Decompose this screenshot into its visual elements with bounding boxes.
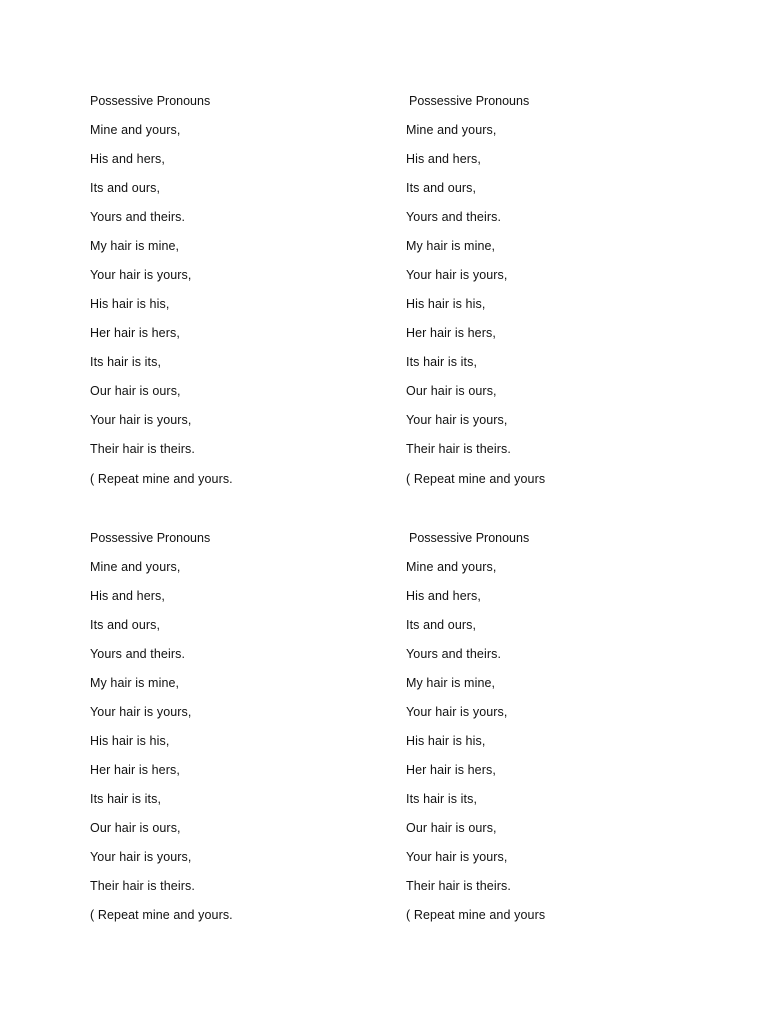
poem-line: Our hair is ours,	[406, 821, 497, 835]
poem-line-repeat: ( Repeat mine and yours	[406, 472, 546, 486]
poem-line: His hair is his,	[90, 297, 170, 311]
poem-line: Our hair is ours,	[406, 384, 497, 398]
poem-line: Its hair is its,	[406, 792, 478, 806]
poem-line: Our hair is ours,	[90, 384, 181, 398]
poem-line: Its hair is its,	[90, 355, 162, 369]
poem-line: His hair is his,	[406, 734, 486, 748]
poem-line: Your hair is yours,	[90, 268, 192, 282]
poem-line: Your hair is yours,	[90, 850, 192, 864]
poem-line: Its and ours,	[406, 618, 477, 632]
poem-line-repeat: ( Repeat mine and yours.	[90, 908, 233, 922]
poem-line: His and hers,	[90, 589, 165, 603]
poem-line: Yours and theirs.	[90, 210, 186, 224]
poem-line: Mine and yours,	[90, 560, 181, 574]
poem-line: Her hair is hers,	[406, 763, 496, 777]
poem-line: His hair is his,	[406, 297, 486, 311]
poem-line: His hair is his,	[90, 734, 170, 748]
poem-title: Possessive Pronouns	[409, 531, 530, 545]
poem-line: Your hair is yours,	[406, 850, 508, 864]
poem-line: His and hers,	[406, 589, 481, 603]
poem-block-top-right	[406, 87, 706, 494]
poem-line: My hair is mine,	[90, 239, 180, 253]
poem-line: His and hers,	[90, 152, 165, 166]
poem-title: Possessive Pronouns	[409, 94, 530, 108]
poem-block-top-left	[90, 87, 390, 494]
poem-line: His and hers,	[406, 152, 481, 166]
poem-line: Their hair is theirs.	[406, 879, 511, 893]
poem-line: Her hair is hers,	[90, 326, 180, 340]
poem-line: Their hair is theirs.	[90, 442, 195, 456]
poem-line: My hair is mine,	[90, 676, 180, 690]
poem-line: Your hair is yours,	[90, 413, 192, 427]
poem-line: Its hair is its,	[406, 355, 478, 369]
poem-line: Yours and theirs.	[406, 647, 502, 661]
poem-line: Its and ours,	[406, 181, 477, 195]
poem-line: Its and ours,	[90, 181, 161, 195]
poem-line: My hair is mine,	[406, 239, 496, 253]
poem-line: Their hair is theirs.	[90, 879, 195, 893]
poem-line: Your hair is yours,	[406, 705, 508, 719]
poem-line: My hair is mine,	[406, 676, 496, 690]
poem-line: Her hair is hers,	[406, 326, 496, 340]
poem-line: Yours and theirs.	[90, 647, 186, 661]
poem-title: Possessive Pronouns	[90, 94, 211, 108]
poem-line: Your hair is yours,	[90, 705, 192, 719]
poem-line: Her hair is hers,	[90, 763, 180, 777]
poem-line: Mine and yours,	[406, 123, 497, 137]
poem-line: Yours and theirs.	[406, 210, 502, 224]
poem-title: Possessive Pronouns	[90, 531, 211, 545]
poem-block-bottom-left	[90, 524, 390, 930]
poem-line: Your hair is yours,	[406, 268, 508, 282]
poem-line-repeat: ( Repeat mine and yours	[406, 908, 546, 922]
poem-block-bottom-right	[406, 524, 706, 930]
poem-line: Its and ours,	[90, 618, 161, 632]
poem-line-repeat: ( Repeat mine and yours.	[90, 472, 233, 486]
poem-line: Our hair is ours,	[90, 821, 181, 835]
poem-line: Their hair is theirs.	[406, 442, 511, 456]
poem-line: Your hair is yours,	[406, 413, 508, 427]
poem-line: Mine and yours,	[90, 123, 181, 137]
poem-line: Its hair is its,	[90, 792, 162, 806]
poem-line: Mine and yours,	[406, 560, 497, 574]
